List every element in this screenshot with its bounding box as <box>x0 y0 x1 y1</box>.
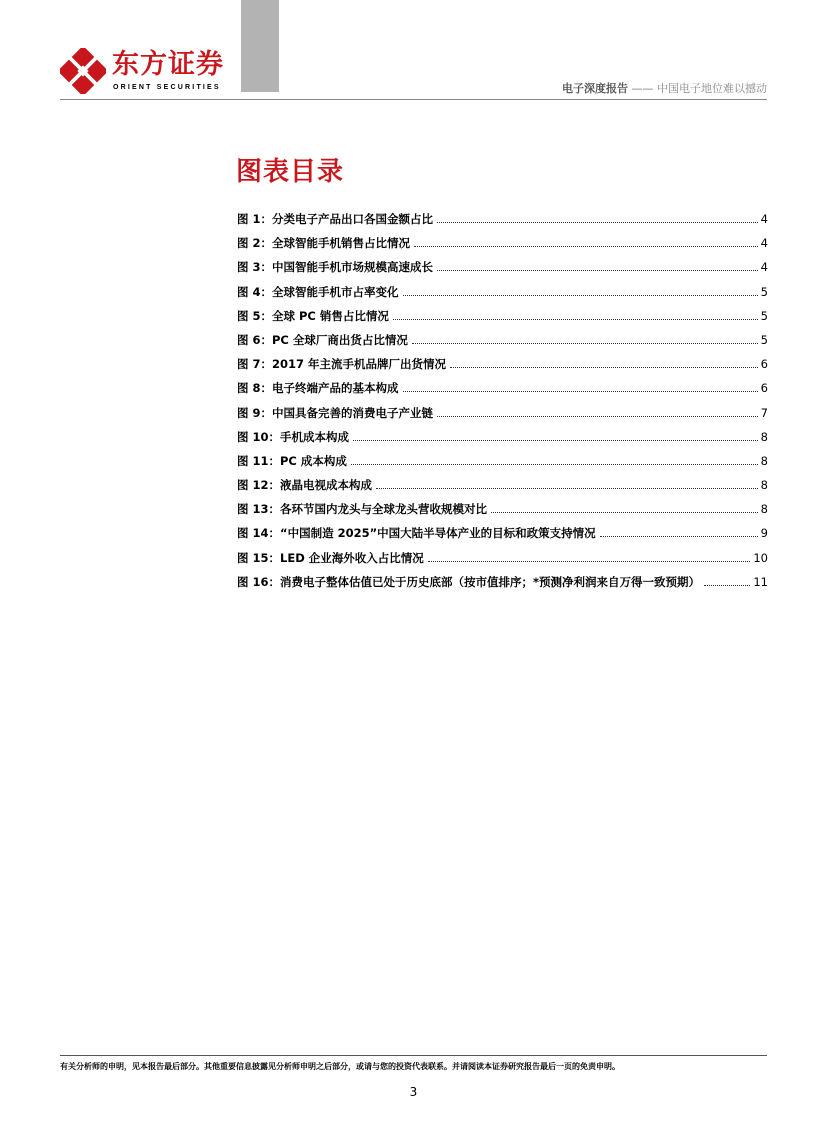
toc-title: 图表目录 <box>236 157 345 187</box>
toc-item[interactable] <box>237 235 768 259</box>
toc-item-page: 8 <box>760 453 768 468</box>
toc-item-page: 4 <box>760 260 768 275</box>
toc-item-label: 图 13：各环节国内龙头与全球龙头营收规模对比 <box>237 502 488 517</box>
toc-item-label: 图 7：2017 年主流手机品牌厂出货情况 <box>237 357 447 372</box>
toc-item-label: 图 9：中国具备完善的消费电子产业链 <box>237 405 434 420</box>
toc-item-label: 图 8：电子终端产品的基本构成 <box>237 381 399 396</box>
toc-item[interactable] <box>237 211 768 235</box>
toc-item-label: 图 1：分类电子产品出口各国金额占比 <box>237 212 434 226</box>
toc-item-label: 图 11：PC 成本构成 <box>237 453 347 468</box>
toc-item-page: 4 <box>760 236 768 251</box>
toc-item[interactable] <box>237 501 768 525</box>
toc-leader-dots <box>412 343 758 344</box>
toc-item-page: 5 <box>760 332 768 347</box>
toc-item[interactable] <box>237 405 768 429</box>
toc-leader-dots <box>353 440 758 441</box>
report-type: 电子深度报告 <box>562 82 628 95</box>
toc-item[interactable] <box>237 356 768 380</box>
toc-leader-dots <box>403 295 758 296</box>
header-separator: —— <box>631 82 654 95</box>
toc-leader-dots <box>437 222 758 223</box>
toc-item-page: 6 <box>760 381 768 396</box>
toc-item-page: 11 <box>753 574 768 589</box>
toc-item-page: 8 <box>760 429 768 444</box>
toc-item[interactable] <box>237 429 768 453</box>
toc-list <box>237 211 768 598</box>
toc-item-page: 10 <box>753 550 768 565</box>
toc-item[interactable] <box>237 380 768 404</box>
toc-item[interactable] <box>237 550 768 574</box>
toc-item-label: 图 6：PC 全球厂商出货占比情况 <box>237 332 408 347</box>
toc-item[interactable] <box>237 525 768 549</box>
toc-leader-dots <box>414 246 758 247</box>
page-number: 3 <box>409 1085 418 1099</box>
toc-leader-dots <box>600 536 758 537</box>
toc-item[interactable] <box>237 284 768 308</box>
toc-item-label: 图 2：全球智能手机销售占比情况 <box>237 236 411 251</box>
toc-item-label: 图 16：消费电子整体估值已处于历史底部（按市值排序；*预测净利润来自万得一致预期） <box>237 574 701 589</box>
toc-leader-dots <box>376 488 758 489</box>
toc-item-label: 图 3：中国智能手机市场规模高速成长 <box>237 260 434 275</box>
toc-leader-dots <box>393 319 758 320</box>
toc-item-label: 图 4：全球智能手机市占率变化 <box>237 284 399 299</box>
orient-logo-icon <box>60 48 106 94</box>
report-header <box>562 82 767 96</box>
toc-leader-dots <box>428 561 751 562</box>
toc-item-page: 8 <box>760 478 768 493</box>
toc-item[interactable] <box>237 477 768 501</box>
toc-item-label: 图 12：液晶电视成本构成 <box>237 478 373 493</box>
brand-name-cn: 东方证券 <box>112 49 224 80</box>
toc-item[interactable] <box>237 308 768 332</box>
toc-leader-dots <box>437 270 758 271</box>
toc-item-page: 5 <box>760 308 768 323</box>
brand-name-en: ORIENT SECURITIES <box>113 84 221 91</box>
toc-leader-dots <box>450 367 758 368</box>
toc-leader-dots <box>351 464 758 465</box>
header-decor-tab <box>241 0 279 92</box>
toc-item-page: 7 <box>760 405 768 420</box>
toc-item-page: 5 <box>760 284 768 299</box>
toc-leader-dots <box>437 416 758 417</box>
toc-item-label: 图 5：全球 PC 销售占比情况 <box>237 308 389 323</box>
toc-item-page: 4 <box>760 212 768 226</box>
report-title: 中国电子地位难以撼动 <box>657 82 767 95</box>
footer-disclaimer: 有关分析师的申明，见本报告最后部分。其他重要信息披露见分析师申明之后部分，或请与您的投资代表联系。并请阅读本证券研究报告最后一页的免责申明。 <box>60 1062 620 1071</box>
toc-leader-dots <box>403 391 758 392</box>
footer-divider <box>60 1055 767 1056</box>
toc-leader-dots <box>491 512 758 513</box>
toc-item[interactable] <box>237 259 768 283</box>
toc-item-page: 8 <box>760 502 768 517</box>
toc-item[interactable] <box>237 332 768 356</box>
header-divider <box>60 99 767 100</box>
toc-item-page: 9 <box>760 526 768 541</box>
toc-item-label: 图 10：手机成本构成 <box>237 429 350 444</box>
toc-item-label: 图 14：“中国制造 2025”中国大陆半导体产业的目标和政策支持情况 <box>237 526 596 541</box>
toc-item-label: 图 15：LED 企业海外收入占比情况 <box>237 550 424 565</box>
toc-leader-dots <box>704 585 750 586</box>
toc-item[interactable] <box>237 574 768 598</box>
toc-item[interactable] <box>237 453 768 477</box>
toc-item-page: 6 <box>760 357 768 372</box>
